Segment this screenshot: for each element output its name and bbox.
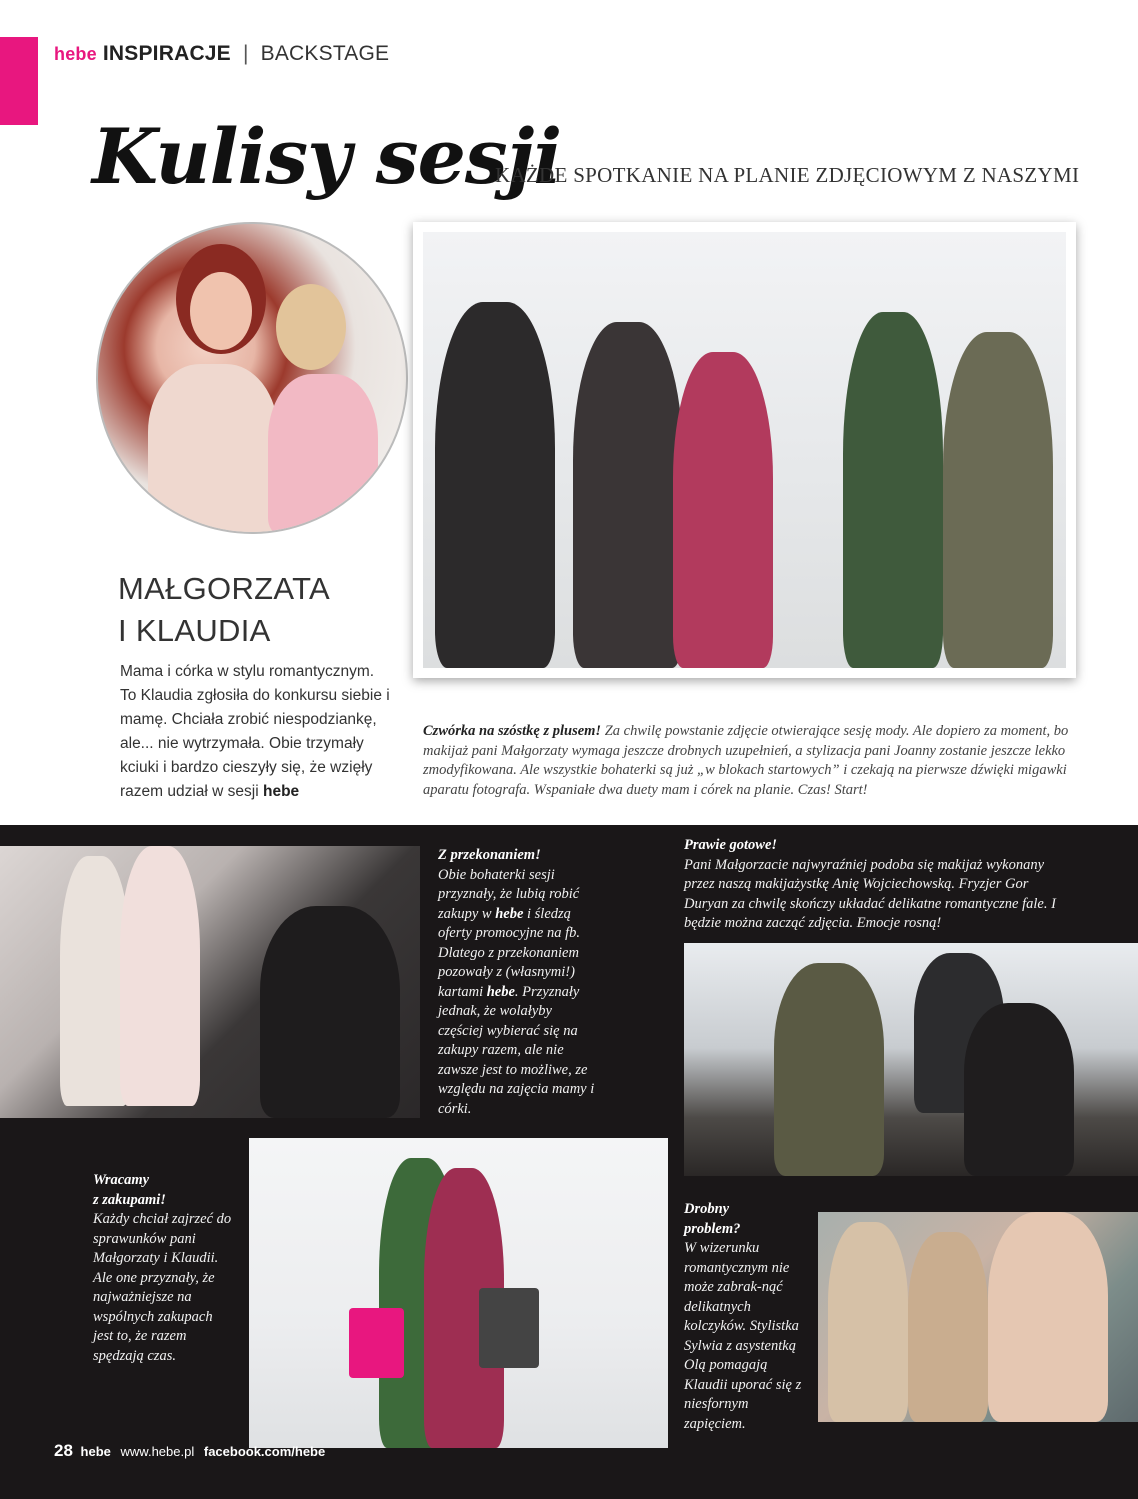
photo-photographer [260, 906, 400, 1118]
photo-shopping [249, 1138, 668, 1448]
caption-almost-text: Pani Małgorzacie najwyraźniej podoba się makijaż wykonany przez naszą makijażystkę Anię Wojciechowską. Fryzjer Gor Duryan za chwilę skończy układać delikatne romantyczne fale. I będzie można zacząć zdjęcia. Emocje rosną! [684, 856, 1056, 931]
photo-cards [0, 846, 420, 1118]
page-footer [54, 1441, 325, 1461]
caption-problem-text: W wizerunku romantycznym nie może zabrak-nąć delikatnych kolczyków. Stylistka Sylwia z asystentką Olą pomagają Klaudii uporać się z niesfornym zapięciem. [684, 1240, 802, 1432]
photo-makeup [684, 943, 1138, 1176]
profile-name-line2: I KLAUDIA [118, 613, 271, 648]
main-photo-frame [413, 222, 1076, 678]
caption-conviction-part2: i śledzą oferty promocyjne na fb. Dlatego z przekonaniem pozowały z (własnymi!) kartami [438, 905, 581, 1000]
photo-pink-bag [349, 1308, 404, 1378]
page-number: 28 [54, 1441, 73, 1460]
photo-client [964, 1003, 1074, 1176]
profile-text-body: Mama i córka w stylu romantycznym. To Klaudia zgłosiła do konkursu siebie i mamę. Chciała zrobić niespodziankę, ale... nie wytrzymała. Obie trzymały kciuki i bardzo cieszyły się, że wzięły razem udział w sesji [120, 663, 390, 800]
profile-name-line1: MAŁGORZATA [118, 571, 330, 606]
footer-website-link[interactable]: www.hebe.pl [120, 1444, 195, 1459]
header-subcategory: BACKSTAGE [260, 42, 390, 65]
caption-shopping-title-1: Wracamy [93, 1172, 150, 1188]
photo-dark-bag [479, 1288, 539, 1368]
footer-brand-logo: hebe [80, 1444, 111, 1459]
caption-problem [684, 1200, 804, 1434]
caption-almost-title: Prawie gotowe! [684, 837, 778, 853]
page-title: Kulisy sesji [92, 112, 562, 201]
header-brand-logo: hebe [54, 44, 97, 64]
caption-shopping [93, 1171, 233, 1366]
photo-face-shape [190, 272, 252, 350]
profile-brand-logo: hebe [263, 783, 300, 800]
photo-stylist [828, 1222, 908, 1422]
profile-text [120, 660, 390, 804]
caption-shopping-text: Każdy chciał zajrzeć do sprawunków pani Małgorzaty i Klaudii. Ale one przyznały, że najważniejsze na wspólnych zakupach jest to, że razem spędzają czas. [93, 1211, 232, 1364]
header-separator: | [242, 42, 249, 65]
main-photo-caption [423, 722, 1083, 800]
photo-dress-shape [148, 364, 278, 534]
caption-problem-title-2: problem? [684, 1220, 741, 1237]
portrait-photo [96, 222, 408, 534]
section-color-bar [0, 37, 38, 125]
caption-conviction-part3: . Przyznały jednak, że wolałyby częściej wybierać się na zakupy razem, ale nie zawsze jest to możliwe, ze względu na zajęcia mamy i córki. [438, 983, 595, 1117]
caption-conviction [438, 846, 598, 1119]
caption-problem-title-1: Drobny [684, 1201, 730, 1217]
caption-conviction-brand2: hebe [486, 983, 515, 1000]
photo-person-3 [673, 352, 773, 668]
profile-name [118, 568, 330, 652]
caption-conviction-brand1: hebe [495, 905, 524, 922]
main-photo [423, 232, 1066, 668]
main-caption-lead: Czwórka na szóstkę z plusem! [423, 723, 602, 739]
section-header [54, 42, 389, 66]
photo-person-1 [435, 302, 555, 668]
photo-person-4 [843, 312, 943, 668]
photo-face-shape-2 [276, 284, 346, 370]
photo-person-malgorzata [120, 846, 200, 1106]
lead-text: KAŻDE SPOTKANIE NA PLANIE ZDJĘCIOWYM Z NASZYMI [495, 163, 1080, 187]
photo-top-shape [268, 374, 378, 534]
caption-conviction-title: Z przekonaniem! [438, 847, 541, 863]
photo-makeup-artist [774, 963, 884, 1176]
caption-conviction-part1: Obie bohaterki sesji przyznały, że lubią robić zakupy w [438, 866, 580, 922]
photo-earrings [818, 1212, 1138, 1422]
header-category: INSPIRACJE [102, 42, 231, 65]
footer-facebook-link[interactable]: facebook.com/hebe [203, 1444, 326, 1459]
caption-shopping-title-2: z zakupami! [93, 1191, 166, 1208]
photo-klaudia [988, 1212, 1108, 1422]
main-caption-text: Za chwilę powstanie zdjęcie otwierające sesję mody. Ale dopiero za moment, bo makijaż pani Małgorzaty wymaga jeszcze drobnych uzupełnień, a stylizacja pani Joanny zostanie jeszcze lekko zmodyfikowana. Ale wszystkie bohaterki są już „w blokach startowych” i czekają na pierwsze dźwięki migawki aparatu fotografa. Wspaniałe dwa duety mam i córek na planie. Czas! Start! [423, 723, 1069, 798]
photo-person-2 [573, 322, 683, 668]
photo-assistant [908, 1232, 988, 1422]
photo-person-5 [943, 332, 1053, 668]
caption-almost-ready [684, 836, 1064, 934]
